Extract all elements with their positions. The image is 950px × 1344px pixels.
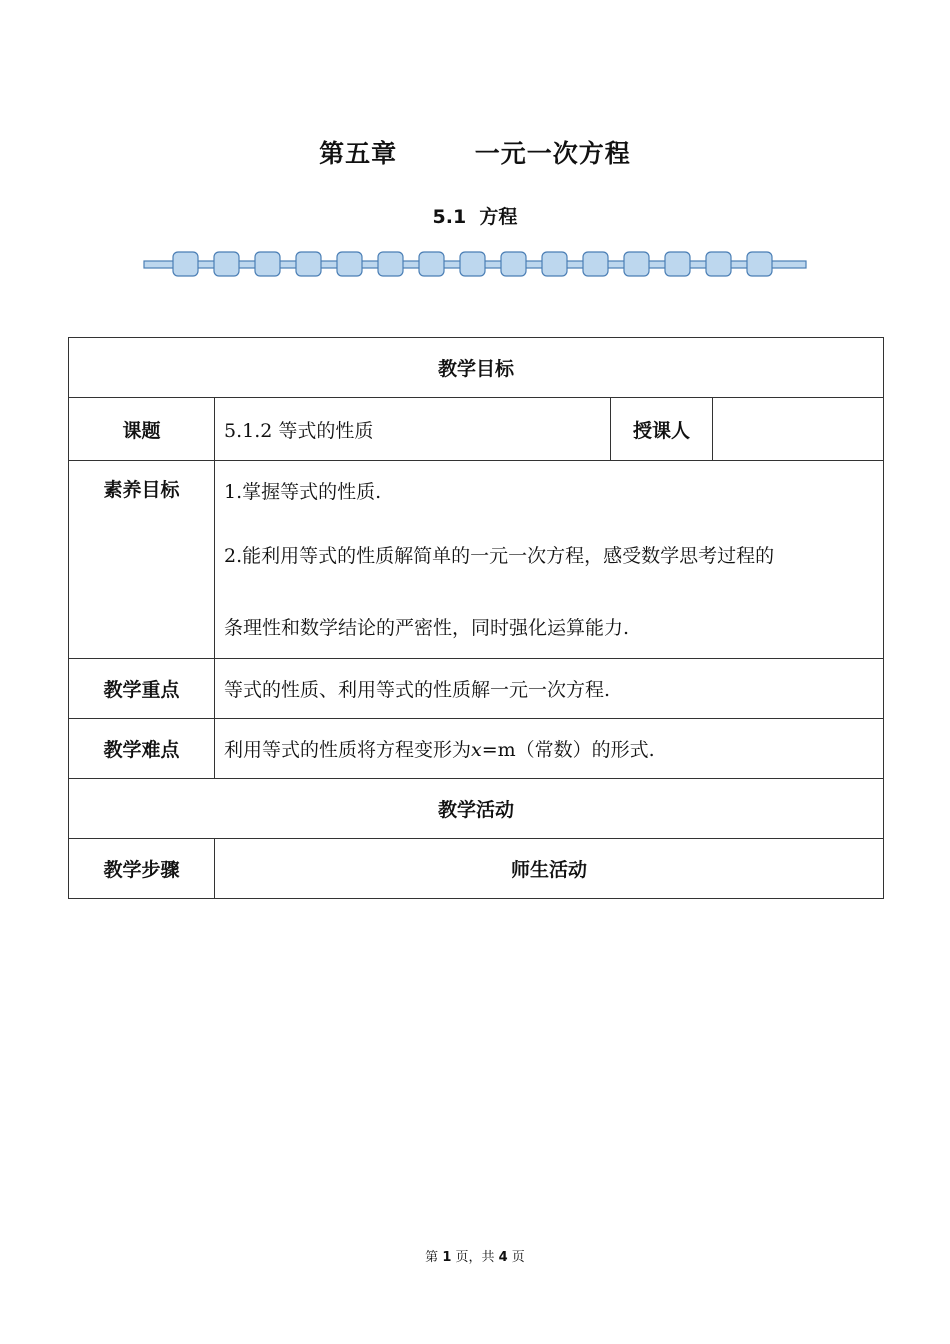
literacy-goals (215, 461, 884, 659)
chain-bead (255, 252, 280, 276)
chain-bead (337, 252, 362, 276)
teacher-label: 授课人 (611, 398, 713, 461)
table-row (69, 779, 884, 839)
chain-bead (378, 252, 403, 276)
current-page-number: 1 (442, 1250, 452, 1265)
footer-suffix: 页 (507, 1250, 525, 1265)
table-row (69, 398, 884, 461)
chain-bead (296, 252, 321, 276)
difficulty-value (215, 719, 884, 779)
difficulty-label: 教学难点 (69, 719, 215, 779)
topic-label: 课题 (69, 398, 215, 461)
chain-bead (583, 252, 608, 276)
table-row (69, 839, 884, 899)
total-page-count: 4 (498, 1250, 508, 1265)
footer-middle: 页，共 (451, 1250, 499, 1265)
table-row (69, 659, 884, 719)
chain-bead (665, 252, 690, 276)
key-points-label: 教学重点 (69, 659, 215, 719)
chain-bead (624, 252, 649, 276)
goal-line: 条理性和数学结论的严密性，同时强化运算能力. (224, 617, 630, 639)
goal-line: 2.能利用等式的性质解简单的一元一次方程，感受数学思考过程的 (224, 545, 775, 567)
table-row (69, 461, 884, 659)
table-row (69, 338, 884, 398)
chapter-title: 第五章 一元一次方程 (319, 139, 631, 168)
chain-bead (542, 252, 567, 276)
chain-bead (460, 252, 485, 276)
section-title: 5.1 方程 (432, 206, 518, 228)
chain-bead (419, 252, 444, 276)
lesson-plan-table (68, 337, 884, 899)
goal-line: 1.掌握等式的性质. (224, 481, 382, 503)
page-footer (0, 1246, 950, 1265)
teaching-activity-heading: 教学活动 (69, 779, 884, 839)
topic-value: 5.1.2 等式的性质 (215, 398, 611, 461)
chain-bead (747, 252, 772, 276)
chain-bead (501, 252, 526, 276)
difficulty-suffix: =m（常数）的形式. (481, 739, 655, 761)
steps-label: 教学步骤 (69, 839, 215, 899)
difficulty-variable: x (471, 739, 482, 761)
chain-bead (706, 252, 731, 276)
table-row (69, 719, 884, 779)
key-points-value: 等式的性质、利用等式的性质解一元一次方程. (215, 659, 884, 719)
teaching-goals-heading: 教学目标 (69, 338, 884, 398)
chain-beads (173, 252, 772, 276)
decorative-chain-divider (143, 250, 808, 278)
difficulty-prefix: 利用等式的性质将方程变形为 (224, 739, 472, 761)
activity-label: 师生活动 (215, 839, 884, 899)
footer-prefix: 第 (425, 1250, 443, 1265)
literacy-goals-label: 素养目标 (69, 461, 215, 659)
chain-bead (173, 252, 198, 276)
teacher-value (713, 398, 884, 461)
chain-bead (214, 252, 239, 276)
